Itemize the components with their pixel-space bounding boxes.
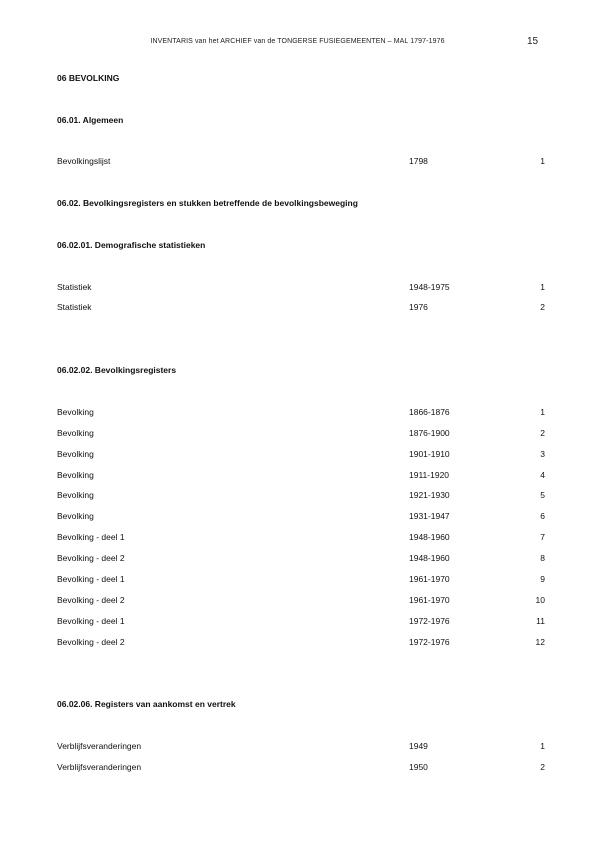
item-date: 1972-1976 bbox=[409, 616, 450, 626]
section-heading-demografische: 06.02.01. Demografische statistieken bbox=[57, 240, 206, 250]
page-number: 15 bbox=[527, 36, 539, 47]
list-item bbox=[0, 490, 595, 502]
item-label: Statistiek bbox=[57, 302, 92, 312]
item-label: Bevolking bbox=[57, 428, 94, 438]
section-heading-bevolking: 06 BEVOLKING bbox=[57, 73, 120, 83]
section-heading-registers-stukken: 06.02. Bevolkingsregisters en stukken betreffende de bevolkingsbeweging bbox=[57, 198, 358, 208]
list-item bbox=[0, 282, 595, 294]
list-item bbox=[0, 616, 595, 628]
list-item bbox=[0, 637, 595, 649]
item-label: Bevolking - deel 2 bbox=[57, 637, 125, 647]
item-number: 2 bbox=[540, 302, 545, 312]
item-date: 1949 bbox=[409, 741, 428, 751]
item-label: Bevolking - deel 1 bbox=[57, 532, 125, 542]
list-item bbox=[0, 407, 595, 419]
item-label: Bevolking bbox=[57, 470, 94, 480]
item-label: Bevolking bbox=[57, 449, 94, 459]
item-label: Bevolking bbox=[57, 490, 94, 500]
section-heading-aankomst-vertrek: 06.02.06. Registers van aankomst en vertrek bbox=[57, 699, 236, 709]
item-number: 11 bbox=[536, 616, 545, 626]
item-number: 7 bbox=[540, 532, 545, 542]
item-number: 1 bbox=[540, 156, 545, 166]
item-label: Verblijfsveranderingen bbox=[57, 762, 142, 772]
item-number: 2 bbox=[540, 762, 545, 772]
item-label: Statistiek bbox=[57, 282, 92, 292]
list-item bbox=[0, 553, 595, 565]
item-label: Bevolking bbox=[57, 407, 94, 417]
item-label: Bevolking - deel 1 bbox=[57, 574, 125, 584]
item-date: 1876-1900 bbox=[409, 428, 450, 438]
item-label: Bevolking - deel 2 bbox=[57, 553, 125, 563]
item-date: 1931-1947 bbox=[409, 511, 450, 521]
list-item bbox=[0, 762, 595, 774]
item-number: 12 bbox=[535, 637, 545, 647]
item-number: 3 bbox=[540, 449, 545, 459]
list-item bbox=[0, 741, 595, 753]
item-number: 9 bbox=[540, 574, 545, 584]
item-date: 1961-1970 bbox=[409, 595, 450, 605]
list-item bbox=[0, 449, 595, 461]
item-date: 1866-1876 bbox=[409, 407, 450, 417]
list-item bbox=[0, 532, 595, 544]
list-item bbox=[0, 428, 595, 440]
list-item bbox=[0, 574, 595, 586]
section-heading-algemeen: 06.01. Algemeen bbox=[57, 115, 124, 125]
item-date: 1948-1960 bbox=[409, 532, 450, 542]
item-number: 6 bbox=[540, 511, 545, 521]
item-number: 5 bbox=[540, 490, 545, 500]
list-item bbox=[0, 595, 595, 607]
item-number: 10 bbox=[535, 595, 545, 605]
item-date: 1976 bbox=[409, 302, 428, 312]
item-date: 1911-1920 bbox=[409, 470, 450, 480]
item-date: 1972-1976 bbox=[409, 637, 450, 647]
running-header: INVENTARIS van het ARCHIEF van de TONGERSE FUSIEGEMEENTEN – MAL 1797-1976 bbox=[150, 38, 445, 45]
item-label: Bevolking bbox=[57, 511, 94, 521]
item-number: 1 bbox=[540, 741, 545, 751]
item-label: Bevolking - deel 1 bbox=[57, 616, 125, 626]
item-date: 1961-1970 bbox=[409, 574, 450, 584]
item-number: 1 bbox=[540, 407, 545, 417]
item-label: Verblijfsveranderingen bbox=[57, 741, 142, 751]
item-number: 4 bbox=[540, 470, 545, 480]
list-item bbox=[0, 302, 595, 314]
item-date: 1798 bbox=[409, 156, 428, 166]
item-date: 1901-1910 bbox=[409, 449, 450, 459]
item-date: 1948-1975 bbox=[409, 282, 450, 292]
list-item bbox=[0, 156, 595, 168]
item-label: Bevolking - deel 2 bbox=[57, 595, 125, 605]
item-number: 8 bbox=[540, 553, 545, 563]
item-label: Bevolkingslijst bbox=[57, 156, 111, 166]
list-item bbox=[0, 511, 595, 523]
item-date: 1921-1930 bbox=[409, 490, 450, 500]
item-number: 1 bbox=[540, 282, 545, 292]
list-item bbox=[0, 470, 595, 482]
item-number: 2 bbox=[540, 428, 545, 438]
item-date: 1950 bbox=[409, 762, 428, 772]
section-heading-bevolkingsregisters: 06.02.02. Bevolkingsregisters bbox=[57, 365, 177, 375]
item-date: 1948-1960 bbox=[409, 553, 450, 563]
